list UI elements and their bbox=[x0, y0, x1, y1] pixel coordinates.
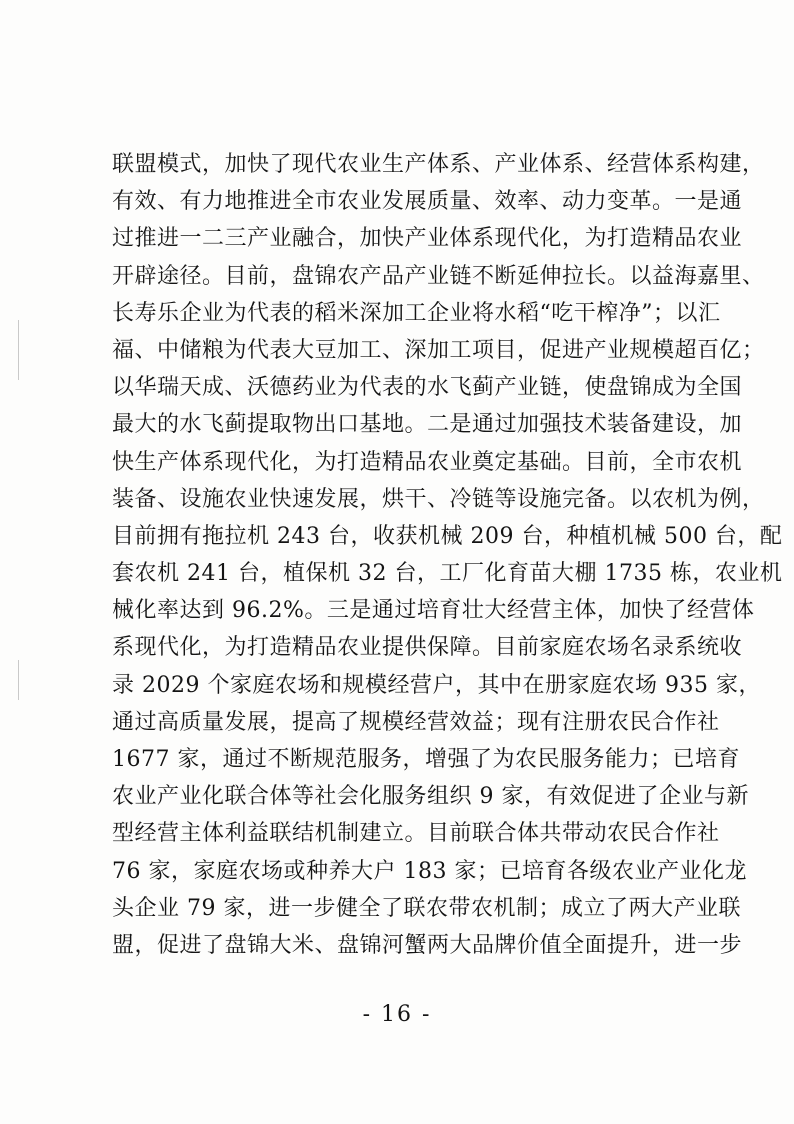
scan-margin-line bbox=[18, 320, 19, 380]
text-line: 76 家，家庭农场或种养大户 183 家；已培育各级农业产业化龙 bbox=[112, 858, 747, 884]
scan-margin-line bbox=[18, 660, 19, 700]
text-line: 以华瑞天成、沃德药业为代表的水飞蓟产业链，使盘锦成为全国 bbox=[112, 375, 743, 401]
text-line: 装备、设施农业快速发展，烘干、冷链等设施完备。以农机为例， bbox=[112, 486, 765, 512]
text-line: 目前拥有拖拉机 243 台，收获机械 209 台，种植机械 500 台，配 bbox=[112, 523, 783, 549]
text-line: 福、中储粮为代表大豆加工、深加工项目，促进产业规模超百亿； bbox=[112, 337, 765, 363]
text-line: 通过高质量发展，提高了规模经营效益；现有注册农民合作社 bbox=[112, 709, 720, 735]
text-line: 最大的水飞蓟提取物出口基地。二是通过加强技术装备建设，加 bbox=[112, 412, 743, 438]
text-line: 快生产体系现代化，为打造精品农业奠定基础。目前，全市农机 bbox=[112, 449, 743, 475]
text-line: 过推进一二三产业融合，加快产业体系现代化，为打造精品农业 bbox=[112, 226, 743, 252]
text-line: 盟，促进了盘锦大米、盘锦河蟹两大品牌价值全面提升，进一步 bbox=[112, 932, 743, 958]
text-line: 有效、有力地推进全市农业发展质量、效率、动力变革。一是通 bbox=[112, 189, 743, 215]
body-text bbox=[112, 146, 783, 964]
text-line: 头企业 79 家，进一步健全了联农带农机制；成立了两大产业联 bbox=[112, 895, 741, 921]
text-line: 录 2029 个家庭农场和规模经营户，其中在册家庭农场 935 家， bbox=[112, 672, 761, 698]
page-number: - 16 - bbox=[362, 1002, 432, 1027]
text-line: 型经营主体利益联结机制建立。目前联合体共带动农民合作社 bbox=[112, 821, 720, 847]
text-line: 1677 家，通过不断规范服务，增强了为农民服务能力；已培育 bbox=[112, 747, 740, 772]
text-line: 长寿乐企业为代表的稻米深加工企业将水稻“吃干榨净”；以汇 bbox=[112, 300, 721, 326]
text-line: 农业产业化联合体等社会化服务组织 9 家，有效促进了企业与新 bbox=[112, 784, 749, 810]
text-line: 套农机 241 台，植保机 32 台，工厂化育苗大棚 1735 栋，农业机 bbox=[112, 561, 783, 587]
text-line: 联盟模式，加快了现代农业生产体系、产业体系、经营体系构建， bbox=[112, 152, 765, 177]
text-line: 系现代化，为打造精品农业提供保障。目前家庭农场名录系统收 bbox=[112, 635, 743, 661]
text-line: 开辟途径。目前，盘锦农产品产业链不断延伸拉长。以益海嘉里、 bbox=[112, 263, 765, 289]
text-line: 械化率达到 96.2%。三是通过培育壮大经营主体，加快了经营体 bbox=[112, 598, 755, 624]
